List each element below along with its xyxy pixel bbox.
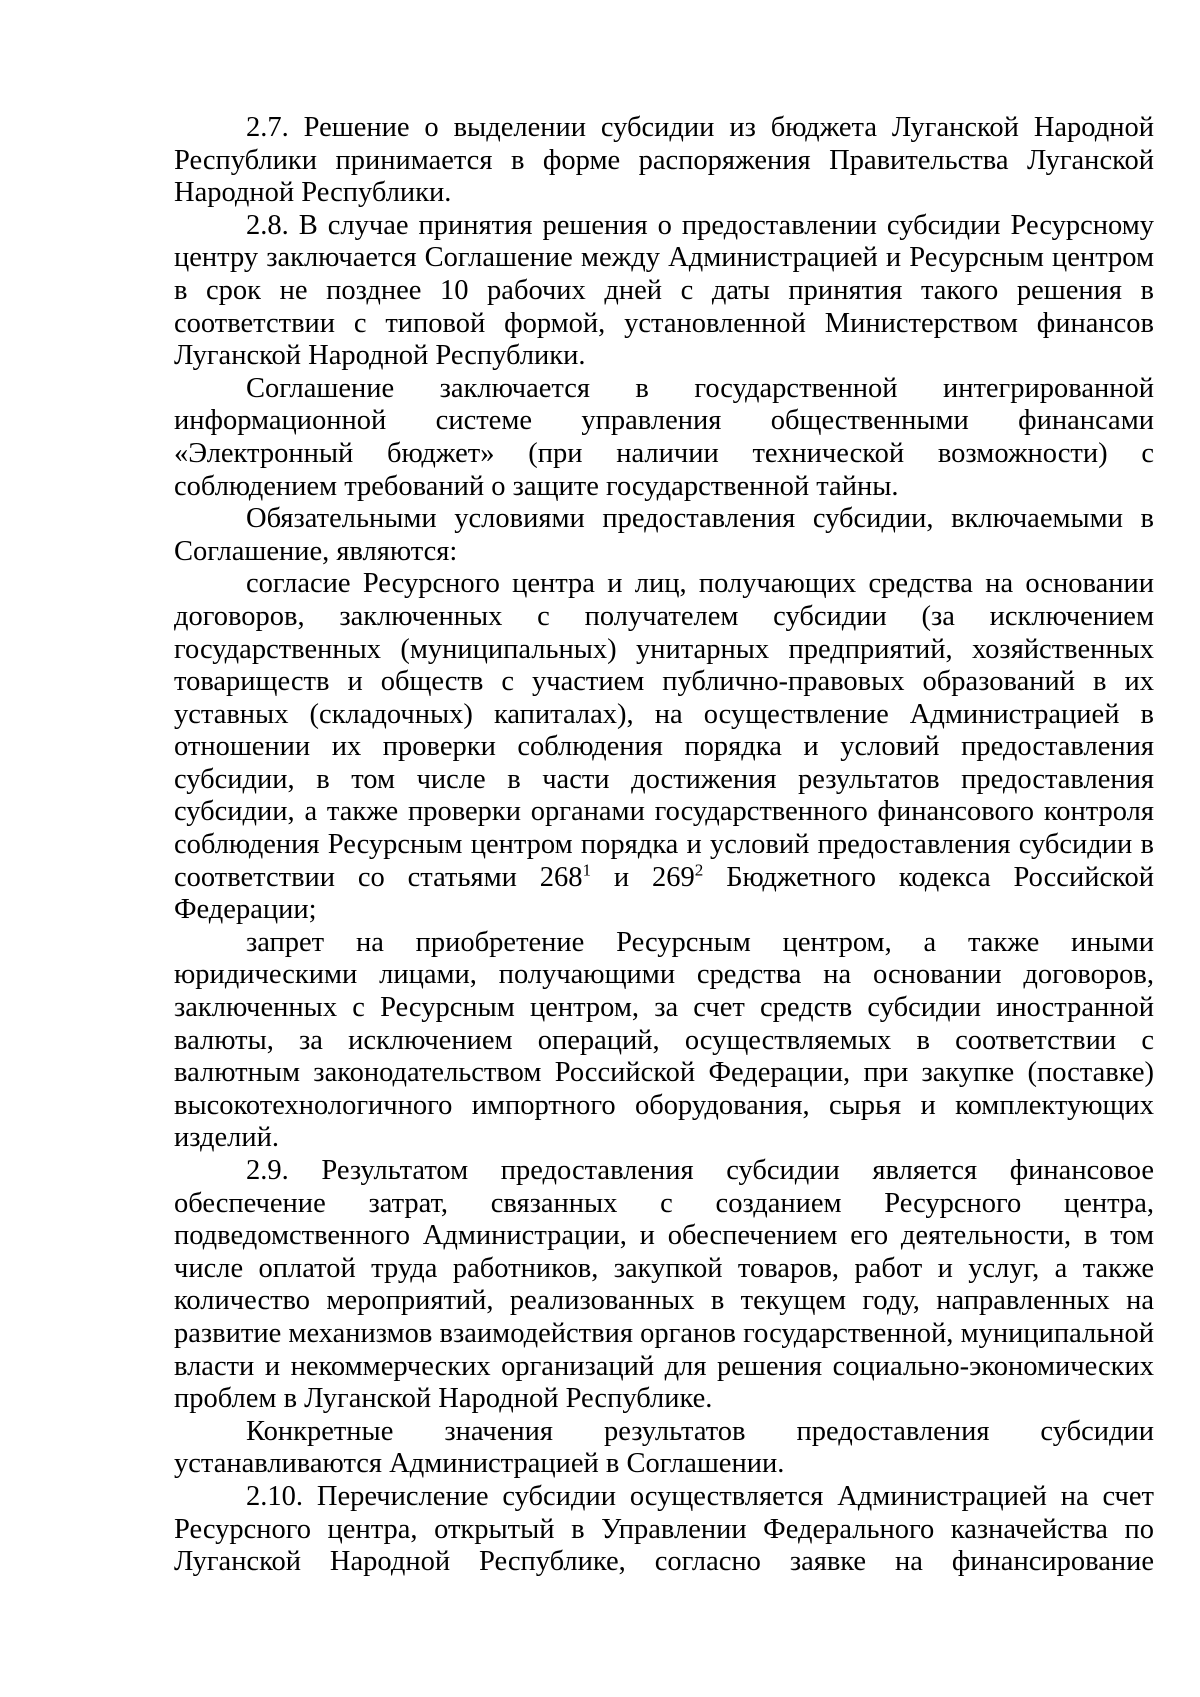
paragraph-agreement-system: Соглашение заключается в государственной интегрированной информационной системе управления общественными финансами «Электронный бюджет» (при наличии технической возможности) с соблюдением требований о защите государственной тайны. <box>174 372 1154 502</box>
consent-text-after: Бюджетного кодекса Российской Федерации; <box>174 861 1154 926</box>
paragraph-2-8: 2.8. В случае принятия решения о предоставлении субсидии Ресурсному центру заключается Соглашение между Администрацией и Ресурсным центром в срок не позднее 10 рабочих дней с даты принятия такого решения в соответствии с типовой формой, установленной Министерством финансов Луганской Народной Республики. <box>174 209 1154 372</box>
article-269-superscript: 2 <box>694 860 704 880</box>
paragraph-2-7: 2.7. Решение о выделении субсидии из бюджета Луганской Народной Республики принимается в форме распоряжения Правительства Луганской Народной Республики. <box>174 112 1154 209</box>
paragraph-mandatory-conditions: Обязательными условиями предоставления субсидии, включаемыми в Соглашение, являются: <box>174 503 1154 567</box>
consent-text-middle: и 269 <box>591 861 695 893</box>
paragraph-result-values: Конкретные значения результатов предоставления субсидии устанавливаются Администрацией в Соглашении. <box>174 1415 1154 1480</box>
paragraph-2-10: 2.10. Перечисление субсидии осуществляется Администрацией на счет Ресурсного центра, открытый в Управлении Федерального казначейства по Луганской Народной Республике, согласно заявке на финансирование <box>174 1480 1154 1578</box>
paragraph-currency-prohibition: запрет на приобретение Ресурсным центром, а также иными юридическими лицами, получающими средства на основании договоров, заключенных с Ресурсным центром, за счет средств субсидии иностранной валюты, за исключением операций, осуществляемых в соответствии с валютным законодательством Российской Федерации, при закупке (поставке) высокотехнологичного импортного оборудования, сырья и комплектующих изделий. <box>174 926 1154 1154</box>
paragraph-2-9: 2.9. Результатом предоставления субсидии является финансовое обеспечение затрат, связанных с созданием Ресурсного центра, подведомственного Администрации, и обеспечением его деятельности, в том числе оплатой труда работников, закупкой товаров, работ и услуг, а также количество мероприятий, реализованных в текущем году, направленных на развитие механизмов взаимодействия органов государственной, муниципальной власти и некоммерческих организаций для решения социально-экономических проблем в Луганской Народной Республике. <box>174 1155 1154 1415</box>
article-268-superscript: 1 <box>582 860 592 880</box>
consent-text-before: согласие Ресурсного центра и лиц, получающих средства на основании договоров, заключенных с получателем субсидии (за исключением государственных (муниципальных) унитарных предприятий, хозяйственных товариществ и обществ с участием публично-правовых образований в их уставных (складочных) капиталах), на осуществление Администрацией в отношении их проверки соблюдения порядка и условий предоставления субсидии, в том числе в части достижения результатов предоставления субсидии, а также проверки органами государственного финансового контроля соблюдения Ресурсным центром порядка и условий предоставления субсидии в соответствии со статьями 268 <box>174 568 1154 893</box>
document-page <box>174 112 1154 1579</box>
paragraph-consent-condition <box>174 568 1154 927</box>
